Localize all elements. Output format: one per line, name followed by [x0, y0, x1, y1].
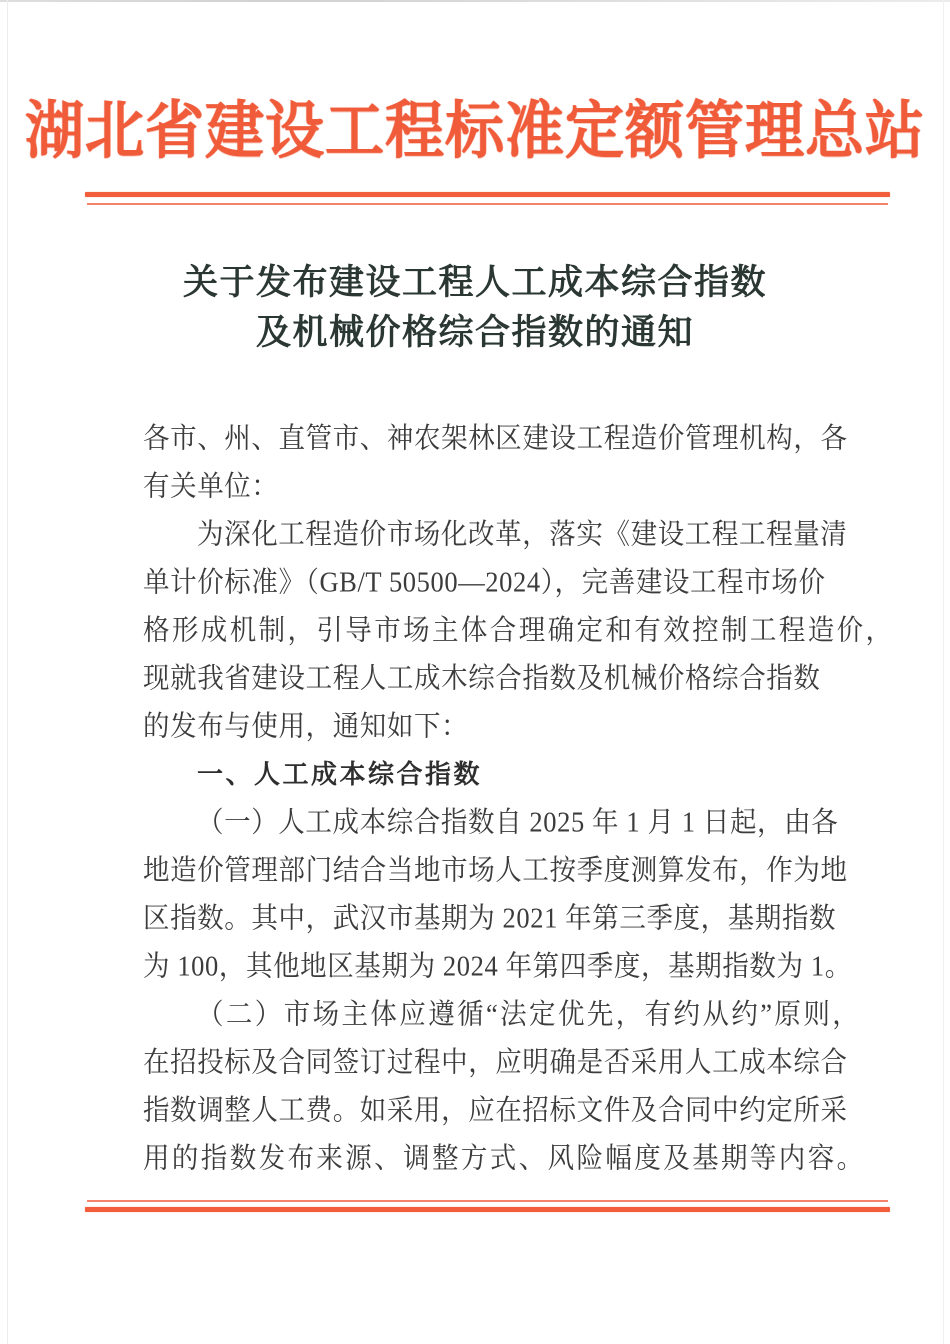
scan-edge-left	[7, 0, 8, 1344]
body-line-addressee-1: 各市、州、直管市、神农架林区建设工程造价管理机构，各	[143, 421, 848, 455]
divider-thin-line	[87, 203, 888, 205]
body-line-item1-1: （一）人工成本综合指数自 2025 年 1 月 1 日起，由各	[197, 805, 839, 839]
body-line-item2-1: （二）市场主体应遵循“法定优先，有约从约”原则，	[197, 997, 862, 1031]
body-line-item2-4: 用的指数发布来源、调整方式、风险幅度及基期等内容。	[143, 1141, 866, 1175]
document-body	[143, 414, 895, 1182]
body-line-item1-4: 为 100，其他地区基期为 2024 年第四季度，基期指数为 1。	[143, 949, 852, 983]
body-line-addressee-2: 有关单位：	[143, 469, 279, 503]
page-title-line-1: 关于发布建设工程人工成本综合指数	[182, 263, 767, 302]
letterhead	[0, 96, 950, 166]
scan-edge-top	[0, 0, 950, 2]
body-line-item2-2: 在招投标及合同签订过程中，应明确是否采用人工成本综合	[143, 1045, 848, 1079]
divider-thick-line	[85, 192, 890, 197]
page-title	[0, 258, 950, 358]
divider-thick-line	[85, 1207, 890, 1212]
page-title-line-2: 及机械价格综合指数的通知	[255, 313, 694, 352]
letterhead-divider-top	[85, 192, 890, 212]
footer-divider-bottom	[85, 1200, 890, 1220]
section-heading-1: 一、人工成本综合指数	[197, 759, 483, 789]
body-line-intro-1: 为深化工程造价市场化改革，落实《建设工程工程量清	[197, 517, 848, 551]
body-line-item1-3: 区指数。其中，武汉市基期为 2021 年第三季度，基期指数	[143, 901, 837, 935]
body-line-intro-2: 单计价标准》（GB/T 50500—2024），完善建设工程市场价	[143, 565, 826, 599]
body-line-item2-3: 指数调整人工费。如采用，应在招标文件及合同中约定所采	[143, 1093, 848, 1127]
letterhead-organization-name: 湖北省建设工程标准定额管理总站	[24, 96, 925, 166]
body-line-item1-2: 地造价管理部门结合当地市场人工按季度测算发布，作为地	[143, 853, 848, 887]
body-line-intro-5: 的发布与使用，通知如下：	[143, 709, 469, 743]
body-line-intro-3: 格形成机制，引导市场主体合理确定和有效控制工程造价，	[143, 613, 895, 647]
divider-thin-line	[87, 1200, 888, 1202]
body-line-intro-4: 现就我省建设工程人工成木综合指数及机械价格综合指数	[143, 661, 821, 695]
scan-edge-right	[943, 0, 944, 1344]
